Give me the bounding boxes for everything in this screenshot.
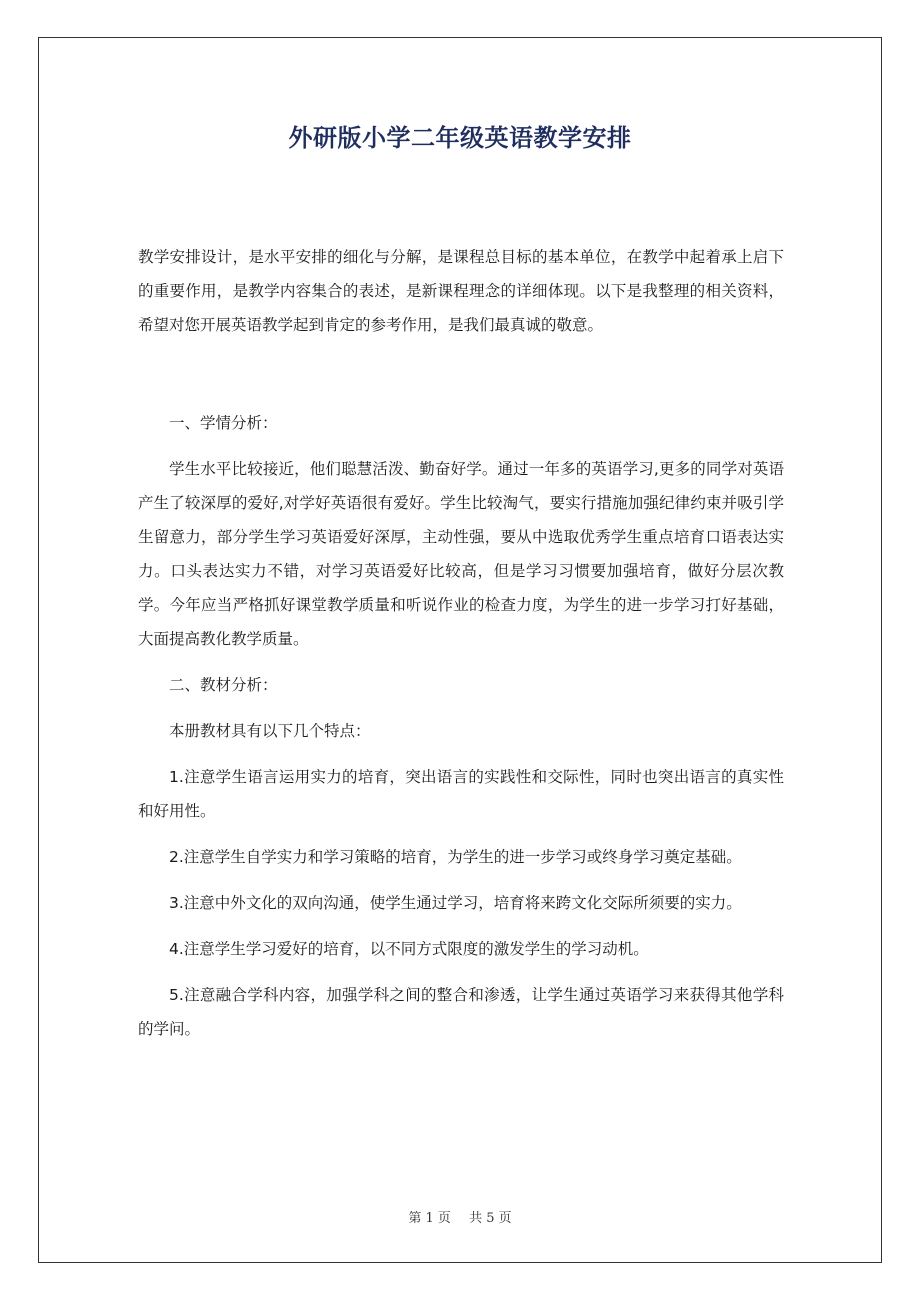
page-number: 第 1 页	[408, 1211, 451, 1226]
document-body	[138, 240, 784, 1046]
textbook-point-3: 3.注意中外文化的双向沟通，使学生通过学习，培育将来跨文化交际所须要的实力。	[169, 894, 742, 912]
textbook-point-2: 2.注意学生自学实力和学习策略的培育，为学生的进一步学习或终身学习奠定基础。	[169, 848, 742, 866]
document-title: 外研版小学二年级英语教学安排	[288, 124, 632, 152]
intro-paragraph: 教学安排设计，是水平安排的细化与分解，是课程总目标的基本单位，在教学中起着承上启下的重要作用，是教学内容集合的表述，是新课程理念的详细体现。以下是我整理的相关资料，希望对您开展英语教学起到肯定的参考作用，是我们最真诚的敬意。	[138, 248, 784, 334]
section-heading-learning: 一、学情分析：	[169, 414, 278, 432]
textbook-point-4: 4.注意学生学习爱好的培育，以不同方式限度的激发学生的学习动机。	[169, 940, 649, 958]
section-heading-textbook: 二、教材分析：	[169, 676, 278, 694]
page-total: 共 5 页	[469, 1211, 512, 1226]
spacer	[138, 342, 784, 406]
page-footer	[0, 1207, 920, 1226]
textbook-point-5: 5.注意融合学科内容，加强学科之间的整合和渗透，让学生通过英语学习来获得其他学科的学问。	[138, 986, 784, 1038]
learning-analysis-paragraph: 学生水平比较接近，他们聪慧活泼、勤奋好学。通过一年多的英语学习,更多的同学对英语产生了较深厚的爱好,对学好英语很有爱好。学生比较淘气，要实行措施加强纪律约束并吸引学生留意力，部分学生学习英语爱好深厚，主动性强，要从中选取优秀学生重点培育口语表达实力。口头表达实力不错，对学习英语爱好比较高，但是学习习惯要加强培育，做好分层次教学。今年应当严格抓好课堂教学质量和听说作业的检查力度，为学生的进一步学习打好基础，大面提高教化教学质量。	[138, 460, 784, 648]
textbook-intro-paragraph: 本册教材具有以下几个特点：	[169, 722, 371, 740]
textbook-point-1: 1.注意学生语言运用实力的培育，突出语言的实践性和交际性，同时也突出语言的真实性和好用性。	[138, 768, 784, 820]
